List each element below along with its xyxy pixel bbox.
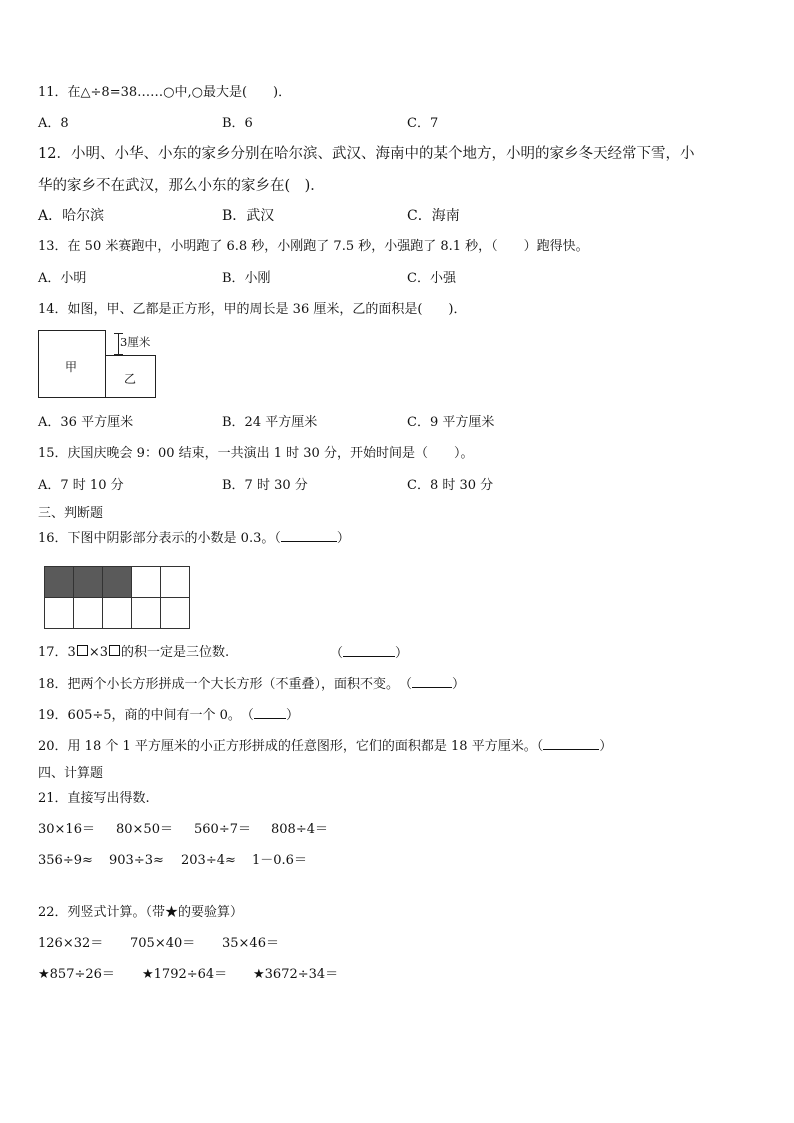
q19-close: ） xyxy=(285,708,299,723)
q11-option-b: B．6 xyxy=(222,116,253,131)
q11-option-c: C．7 xyxy=(407,116,439,131)
calc-item: 560÷7＝ xyxy=(194,822,251,837)
q13-option-a: A．小明 xyxy=(38,271,87,286)
q18-stem xyxy=(38,675,465,694)
grid-cell xyxy=(74,598,103,629)
grid-cell xyxy=(132,567,161,598)
section-3-title: 三、判断题 xyxy=(38,506,104,521)
label-jia: 甲 xyxy=(65,360,78,374)
q13-option-b: B．小刚 xyxy=(222,271,271,286)
q14-figure xyxy=(38,330,158,402)
q19-answer-blank[interactable] xyxy=(254,706,286,719)
q15-stem: 15．庆国庆晚会 9：00 结束，一共演出 1 时 30 分，开始时间是（ ）。 xyxy=(38,446,474,461)
calc-item: ★3672÷34＝ xyxy=(253,967,339,982)
calc-item: 705×40＝ xyxy=(130,936,196,951)
q16-grid xyxy=(44,566,190,629)
q17-stem xyxy=(38,644,229,662)
q19-stem xyxy=(38,706,299,725)
grid-cell-shaded xyxy=(103,567,132,598)
q17-text-b: ×3 xyxy=(88,645,108,660)
q17-answer xyxy=(330,644,408,663)
q22-stem: 22．列竖式计算。（带★的要验算） xyxy=(38,905,244,920)
calc-item: ★1792÷64＝ xyxy=(142,967,228,982)
dimension-tick-bottom xyxy=(114,354,123,355)
q18-close: ） xyxy=(452,677,466,692)
q21-stem: 21．直接写出得数. xyxy=(38,791,150,806)
q16-close: ） xyxy=(336,531,350,546)
q16-stem xyxy=(38,529,350,548)
grid-cell xyxy=(161,567,190,598)
q17-close: ） xyxy=(395,646,409,661)
calc-item: 808÷4＝ xyxy=(271,822,328,837)
q11-option-a: A．8 xyxy=(38,116,69,131)
q16-text: 16．下图中阴影部分表示的小数是 0.3。（ xyxy=(38,531,281,546)
calc-item: ★857÷26＝ xyxy=(38,967,115,982)
calc-item: 356÷9≈ xyxy=(38,853,93,868)
grid-cell xyxy=(132,598,161,629)
grid-cell xyxy=(103,598,132,629)
q12-option-c: C．海南 xyxy=(407,208,460,224)
q15-option-b: B．7 时 30 分 xyxy=(222,478,308,493)
q20-close: ） xyxy=(599,739,613,754)
q17-open: （ xyxy=(330,646,344,661)
q18-text: 18．把两个小长方形拼成一个大长方形（不重叠），面积不变。 （ xyxy=(38,677,413,692)
q14-option-a: A．36 平方厘米 xyxy=(38,415,134,430)
q14-stem: 14．如图，甲、乙都是正方形，甲的周长是 36 厘米，乙的面积是( )． xyxy=(38,302,467,317)
q17-text-a: 17．3 xyxy=(38,645,76,660)
grid-cell xyxy=(161,598,190,629)
q13-option-c: C．小强 xyxy=(407,271,456,286)
calc-item: 80×50＝ xyxy=(116,822,173,837)
grid-cell-shaded xyxy=(45,567,74,598)
q12-option-b: B．武汉 xyxy=(222,208,275,224)
q18-answer-blank[interactable] xyxy=(412,675,452,688)
q12-stem-line1: 12．小明、小华、小东的家乡分别在哈尔滨、武汉、海南中的某个地方，小明的家乡冬天经常下雪，小 xyxy=(38,146,695,162)
calc-item: 30×16＝ xyxy=(38,822,95,837)
q15-option-c: C．8 时 30 分 xyxy=(407,478,494,493)
q16-answer-blank[interactable] xyxy=(281,529,337,542)
calc-item: 203÷4≈ xyxy=(181,853,236,868)
calc-item: 35×46＝ xyxy=(222,936,279,951)
grid-cell-shaded xyxy=(74,567,103,598)
dimension-line xyxy=(118,333,119,355)
calc-item: 126×32＝ xyxy=(38,936,104,951)
digit-box xyxy=(109,645,120,656)
dimension-label: 3厘米 xyxy=(120,335,151,349)
section-4-title: 四、计算题 xyxy=(38,766,104,781)
digit-box xyxy=(77,645,88,656)
q20-text: 20．用 18 个 1 平方厘米的小正方形拼成的任意图形，它们的面积都是 18 平方厘米。（ xyxy=(38,739,544,754)
calc-item: 903÷3≈ xyxy=(109,853,164,868)
q14-option-c: C．9 平方厘米 xyxy=(407,415,495,430)
q20-stem xyxy=(38,737,612,756)
q12-option-a: A．哈尔滨 xyxy=(38,208,105,224)
q11-stem: 11．在△÷8=38……○中,○最大是( )． xyxy=(38,85,292,100)
calc-item: 1－0.6＝ xyxy=(252,853,307,868)
q13-stem: 13．在 50 米赛跑中，小明跑了 6.8 秒，小刚跑了 7.5 秒，小强跑了 8.1 秒，（ ）跑得快。 xyxy=(38,239,589,254)
q12-stem-line2: 华的家乡不在武汉，那么小东的家乡在( )． xyxy=(38,178,325,194)
q20-answer-blank[interactable] xyxy=(543,737,599,750)
q17-text-c: 的积一定是三位数. xyxy=(121,645,230,660)
grid-cell xyxy=(45,598,74,629)
q19-text: 19．605÷5，商的中间有一个 0。 （ xyxy=(38,708,254,723)
q15-option-a: A．7 时 10 分 xyxy=(38,478,124,493)
label-yi: 乙 xyxy=(124,372,137,386)
q17-answer-blank[interactable] xyxy=(343,644,395,657)
q14-option-b: B．24 平方厘米 xyxy=(222,415,318,430)
